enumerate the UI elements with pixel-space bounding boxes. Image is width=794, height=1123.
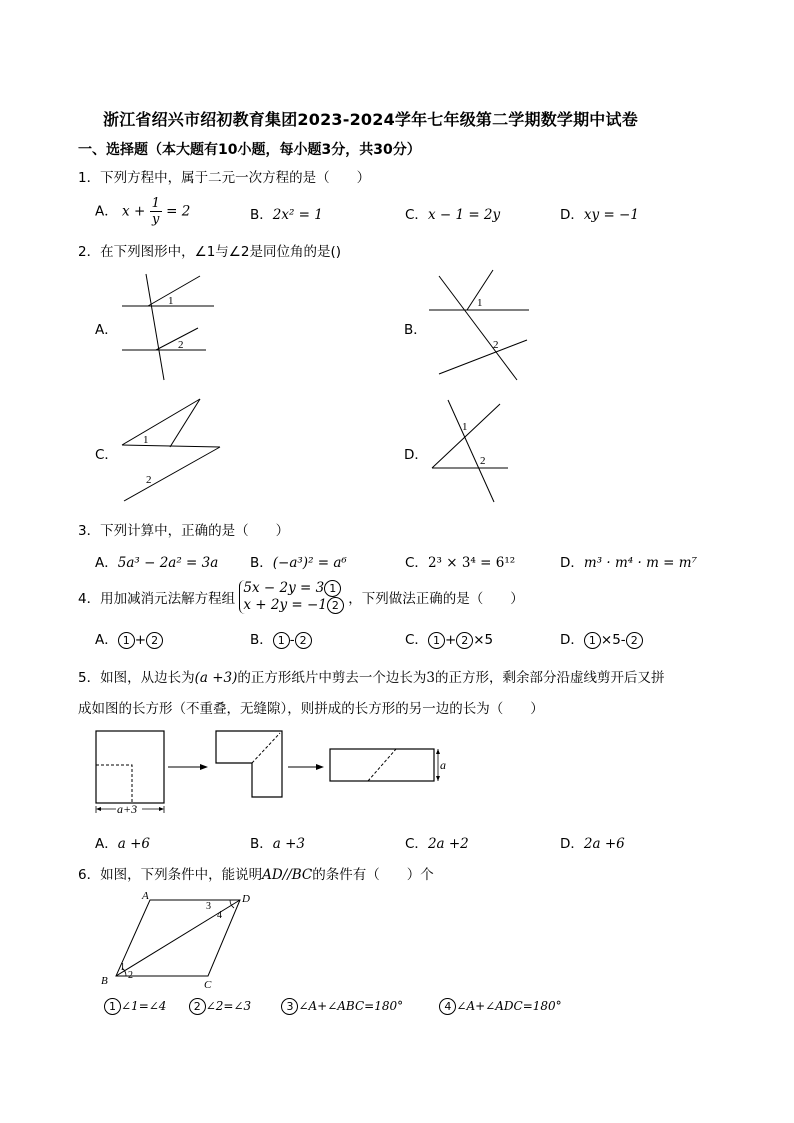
option-letter: C． bbox=[405, 632, 428, 648]
angle-2-label: 2 bbox=[178, 339, 184, 351]
q3-stem: 3．下列计算中，正确的是（ ） bbox=[78, 523, 290, 539]
q5-option-a[interactable] bbox=[95, 832, 150, 852]
text: 的条件有（ ）个 bbox=[312, 867, 434, 883]
q5-option-d[interactable] bbox=[560, 832, 625, 852]
arrow-right-icon bbox=[316, 764, 324, 770]
q1-option-d[interactable] bbox=[560, 203, 639, 223]
q1-stem: 1．下列方程中，属于二元一次方程的是（ ） bbox=[78, 170, 371, 186]
q5-option-c[interactable] bbox=[405, 832, 469, 852]
option-letter: C． bbox=[405, 836, 428, 852]
vertex-b-label: B bbox=[101, 975, 108, 987]
denominator: y bbox=[152, 212, 160, 227]
math-expr: 2x² = 1 bbox=[272, 207, 323, 223]
circled-number: 1 bbox=[584, 632, 601, 649]
q4-stem bbox=[78, 580, 524, 614]
q4-stem-a: 4．用加减消元法解方程组 bbox=[78, 591, 236, 607]
circled-number: 2 bbox=[295, 632, 312, 649]
condition-3 bbox=[281, 999, 403, 1014]
q2-option-a-label[interactable]: A． bbox=[95, 322, 118, 338]
q2-option-d-label[interactable]: D． bbox=[404, 447, 428, 463]
page-title: 浙江省绍兴市绍初教育集团2023-2024学年七年级第二学期数学期中试卷 bbox=[103, 110, 638, 129]
math-expr: ∠1=∠4 bbox=[121, 999, 167, 1013]
operator: + bbox=[444, 632, 457, 648]
width-label: a bbox=[440, 758, 446, 772]
q5-figure bbox=[92, 727, 452, 817]
text: 的正方形，剩余部分沿虚线剪开后又拼 bbox=[434, 670, 665, 686]
angle-1-label: 1 bbox=[143, 434, 149, 446]
operator: ×5- bbox=[600, 632, 626, 648]
numerator: 1 bbox=[151, 196, 160, 211]
option-letter: D． bbox=[560, 632, 584, 648]
operator: - bbox=[289, 632, 295, 648]
option-letter: B． bbox=[250, 207, 273, 223]
option-letter: B． bbox=[250, 555, 273, 571]
circled-number: 3 bbox=[281, 998, 298, 1015]
q2-figure-a bbox=[118, 268, 218, 383]
math-expr: a +6 bbox=[117, 836, 150, 852]
math-expr: x − 1 = 2y bbox=[427, 207, 501, 223]
text: 的正方形纸片中剪去一个边长为 bbox=[237, 670, 427, 686]
math-expr: (a +3) bbox=[194, 670, 238, 686]
circled-number: 4 bbox=[439, 998, 456, 1015]
circled-number: 1 bbox=[428, 632, 445, 649]
math-expr: xy = −1 bbox=[583, 207, 639, 223]
operator: ×5 bbox=[473, 632, 494, 648]
option-letter: A． bbox=[95, 632, 118, 648]
circled-number: 2 bbox=[456, 632, 473, 649]
angle-1-label: 1 bbox=[168, 295, 174, 307]
angle-2-label: 2 bbox=[493, 339, 499, 351]
q3-option-b[interactable] bbox=[250, 551, 347, 571]
angle-2-label: 2 bbox=[480, 455, 486, 467]
condition-1 bbox=[104, 999, 166, 1014]
q6-conditions bbox=[104, 998, 562, 1015]
option-letter: B． bbox=[250, 836, 273, 852]
condition-2 bbox=[189, 999, 251, 1014]
circled-number: 2 bbox=[146, 632, 163, 649]
math-expr: AD//BC bbox=[262, 867, 313, 883]
q3-option-c[interactable] bbox=[405, 551, 515, 571]
math-expr: x + bbox=[122, 203, 146, 220]
circled-number: 1 bbox=[273, 632, 290, 649]
math-expr: m³ · m⁴ · m = m⁷ bbox=[583, 555, 697, 571]
q1-option-a[interactable] bbox=[95, 196, 190, 227]
fraction bbox=[150, 196, 162, 227]
equation-system bbox=[239, 580, 344, 614]
condition-4 bbox=[439, 999, 561, 1014]
text: 5．如图，从边长为 bbox=[78, 670, 195, 686]
q4-option-a[interactable] bbox=[95, 628, 163, 649]
q2-option-b-label[interactable]: B． bbox=[404, 322, 427, 338]
math-expr: (−a³)² = a⁶ bbox=[272, 555, 347, 571]
q2-figure-c bbox=[118, 395, 228, 505]
math-expr: 5a³ − 2a² = 3a bbox=[117, 555, 219, 571]
q3-option-a[interactable] bbox=[95, 551, 218, 571]
q4-option-c[interactable] bbox=[405, 628, 493, 649]
q4-option-d[interactable] bbox=[560, 628, 643, 649]
circled-number: 2 bbox=[189, 998, 206, 1015]
q2-figure-b bbox=[425, 266, 535, 384]
section-heading: 一、选择题（本大题有10小题，每小题3分，共30分） bbox=[78, 142, 421, 158]
angle-1-label: 1 bbox=[477, 297, 483, 309]
math-expr: 2³ × 3⁴ = 6¹² bbox=[427, 555, 516, 571]
math-expr: 2a +6 bbox=[583, 836, 625, 852]
option-letter: A． bbox=[95, 203, 118, 220]
angle-4-label: 4 bbox=[217, 910, 222, 921]
q6-figure bbox=[96, 890, 256, 990]
circled-number: 1 bbox=[324, 580, 341, 597]
angle-2-label: 2 bbox=[128, 970, 133, 981]
math-expr: ∠A+∠ABC=180° bbox=[298, 999, 404, 1013]
option-letter: C． bbox=[405, 555, 428, 571]
math-expr: 3 bbox=[426, 670, 435, 686]
circled-number: 2 bbox=[626, 632, 643, 649]
q5-line-2: 成如图的长方形（不重叠，无缝隙），则拼成的长方形的另一边的长为（ ） bbox=[78, 701, 544, 717]
angle-3-label: 3 bbox=[206, 901, 211, 912]
q1-option-c[interactable] bbox=[405, 203, 500, 223]
q4-stem-b: ，下列做法正确的是（ ） bbox=[348, 591, 524, 607]
math-expr: ∠A+∠ADC=180° bbox=[456, 999, 562, 1013]
math-expr: = 2 bbox=[166, 203, 191, 220]
math-expr: a +3 bbox=[272, 836, 306, 852]
q1-option-b[interactable] bbox=[250, 203, 323, 223]
equation-1: 5x − 2y = 3 1 bbox=[243, 580, 344, 597]
text: 6．如图，下列条件中，能说明 bbox=[78, 867, 263, 883]
option-letter: B． bbox=[250, 632, 273, 648]
angle-1-label: 1 bbox=[120, 962, 125, 973]
angle-2-label: 2 bbox=[146, 474, 152, 486]
vertex-c-label: C bbox=[204, 979, 212, 990]
q5-line-1 bbox=[78, 666, 664, 686]
vertex-d-label: D bbox=[242, 893, 250, 905]
q2-stem: 2．在下列图形中，∠1与∠2是同位角的是() bbox=[78, 244, 342, 260]
q2-figure-d bbox=[428, 398, 513, 506]
angle-1-label: 1 bbox=[462, 421, 468, 433]
q6-stem bbox=[78, 863, 434, 883]
circled-number: 1 bbox=[104, 998, 121, 1015]
vertex-a-label: A bbox=[142, 890, 149, 902]
q2-option-c-label[interactable]: C． bbox=[95, 447, 118, 463]
option-letter: A． bbox=[95, 836, 118, 852]
q3-option-d[interactable] bbox=[560, 551, 697, 571]
math-expr: ∠2=∠3 bbox=[205, 999, 252, 1013]
option-letter: A． bbox=[95, 555, 118, 571]
q4-option-b[interactable] bbox=[250, 628, 312, 649]
option-letter: D． bbox=[560, 207, 584, 223]
side-length-label: a+3 bbox=[117, 802, 138, 816]
circled-number: 1 bbox=[118, 632, 135, 649]
arrow-right-icon bbox=[200, 764, 208, 770]
option-letter: C． bbox=[405, 207, 428, 223]
equation-2: x + 2y = −1 2 bbox=[243, 597, 344, 614]
option-letter: D． bbox=[560, 555, 584, 571]
math-expr: 2a +2 bbox=[427, 836, 469, 852]
operator: + bbox=[134, 632, 147, 648]
circled-number: 2 bbox=[327, 597, 344, 614]
option-letter: D． bbox=[560, 836, 584, 852]
q5-option-b[interactable] bbox=[250, 832, 305, 852]
